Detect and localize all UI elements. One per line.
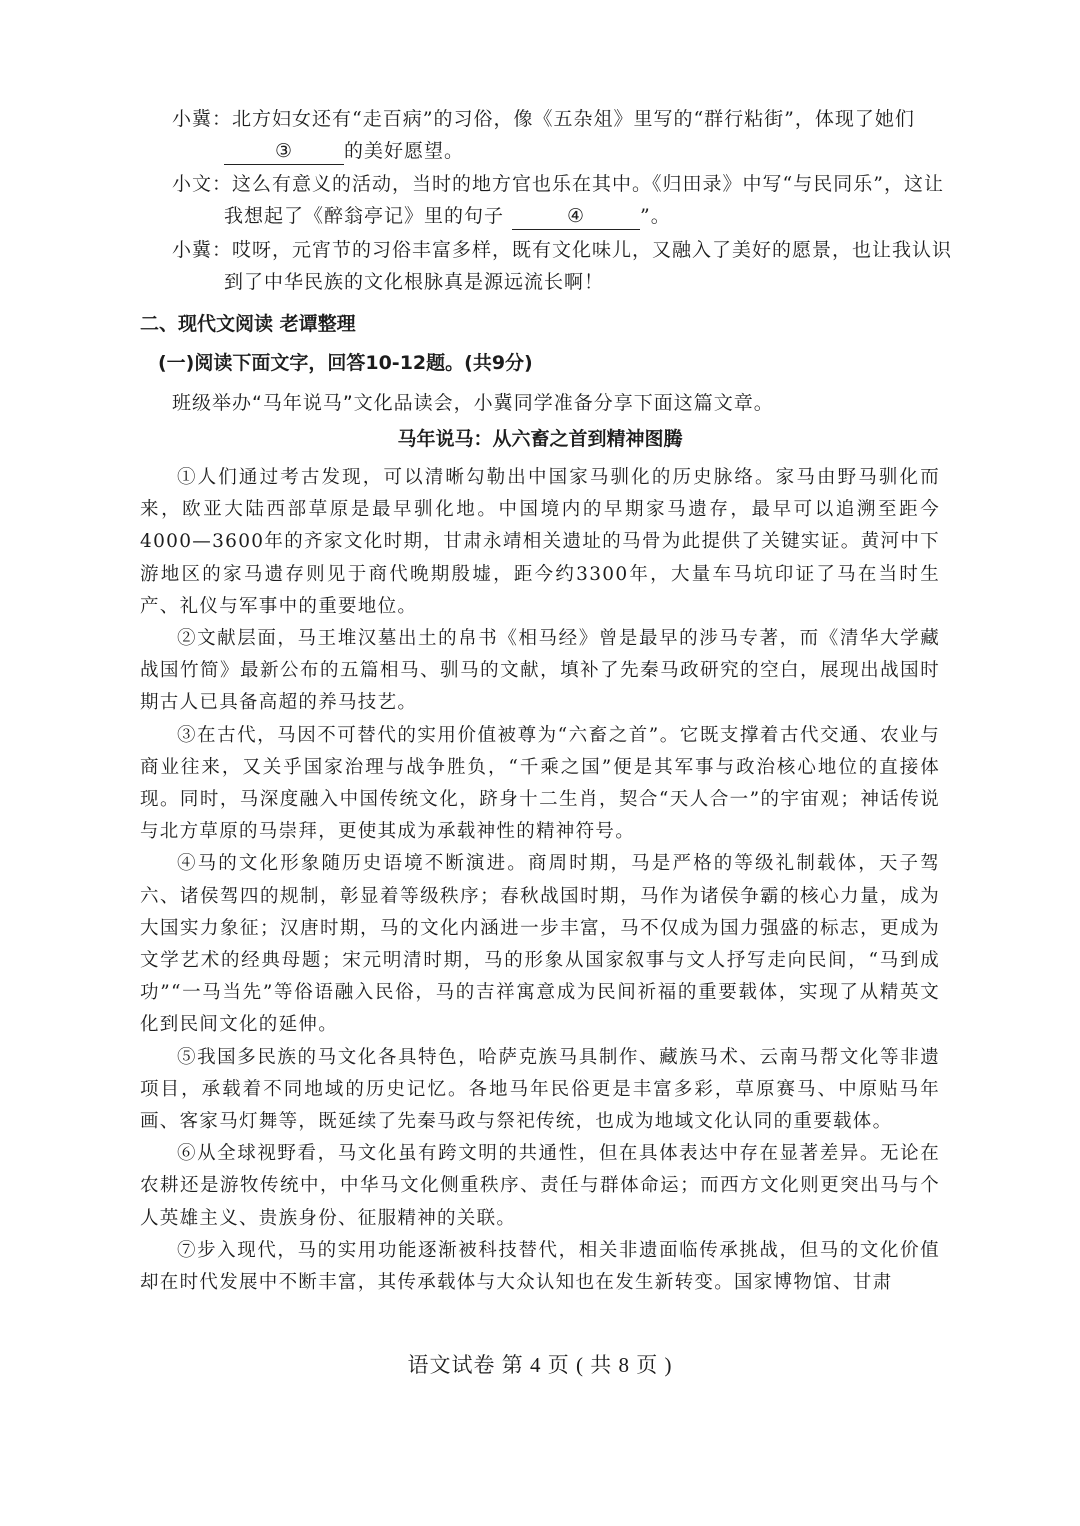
article-paragraph-1: ①人们通过考古发现，可以清晰勾勒出中国家马驯化的历史脉络。家马由野马驯化而来，欧亚大陆西部草原是最早驯化地。中国境内的早期家马遗存，最早可以追溯至距今4000—3600年的齐家文化时期，甘肃永靖相关遗址的马骨为此提供了关键实证。黄河中下游地区的家马遗存则见于商代晚期殷墟，距今约3300年，大量车马坑印证了马在当时生产、礼仪与军事中的重要地位。 [140,467,940,617]
article-paragraph-2: ②文献层面，马王堆汉墓出土的帛书《相马经》曾是最早的涉马专著，而《清华大学藏战国竹简》最新公布的五篇相马、驯马的文献，填补了先秦马政研究的空白，展现出战国时期古人已具备高超的养马技艺。 [140,628,940,714]
dialogue-text: ”。 [640,205,671,227]
dialogue-text: 这么有意义的活动，当时的地方官也乐在其中。《归田录》中写“与民同乐”，这让 [232,173,944,195]
article-paragraph-3: ③在古代，马因不可替代的实用价值被尊为“六畜之首”。它既支撑着古代交通、农业与商业往来，又关乎国家治理与战争胜负，“千乘之国”便是其军事与政治核心地位的直接体现。同时，马深度融入中国传统文化，跻身十二生肖，契合“天人合一”的宇宙观；神话传说与北方草原的马崇拜，更使其成为承载神性的精神符号。 [140,724,940,843]
reading-intro: 班级举办“马年说马”文化品读会，小冀同学准备分享下面这篇文章。 [172,392,774,414]
article-body [140,462,940,1299]
article-paragraph-7: ⑦步入现代，马的实用功能逐渐被科技替代，相关非遗面临传承挑战，但马的文化价值却在时代发展中不断丰富，其传承载体与大众认知也在发生新转变。国家博物馆、甘肃 [140,1239,940,1294]
page-footer: 语文试卷 第 4 页 ( 共 8 页 ) [407,1353,673,1377]
article-paragraph-5: ⑤我国多民族的马文化各具特色，哈萨克族马具制作、藏族马术、云南马帮文化等非遗项目，承载着不同地域的历史记忆。各地马年民俗更是丰富多彩，草原赛马、中原贴马年画、客家马灯舞等，既延续了先秦马政与祭祀传统，也成为地域文化认同的重要载体。 [140,1046,940,1133]
dialogue-text: 哎呀，元宵节的习俗丰富多样，既有文化味儿，又融入了美好的愿景，也让我认识 [232,239,953,261]
question-instruction: (一)阅读下面文字，回答10-12题。(共9分) [158,352,533,374]
article-paragraph-6: ⑥从全球视野看，马文化虽有跨文明的共通性，但在具体表达中存在显著差异。无论在农耕还是游牧传统中，中华马文化侧重秩序、责任与群体命运；而西方文化则更突出马与个人英雄主义、贵族身份、征服精神的关联。 [140,1143,940,1229]
dialogue-line-3 [172,234,972,298]
dialogue-text: 我想起了《醉翁亭记》里的句子 [224,205,505,227]
dialogue-line-2 [172,168,972,232]
dialogue-line-1 [172,103,972,167]
answer-blank-4: ④ [512,203,640,230]
dialogue-speaker: 小冀： [172,108,233,130]
section-title: 二、现代文阅读 老谭整理 [140,313,356,335]
answer-blank-3: ③ [224,138,344,165]
dialogue-speaker: 小文： [172,173,233,195]
dialogue-text: 的美好愿望。 [344,140,465,162]
dialogue-text: 到了中华民族的文化根脉真是源远流长啊！ [224,271,605,293]
article-title: 马年说马：从六畜之首到精神图腾 [397,428,683,450]
dialogue-text: 北方妇女还有“走百病”的习俗，像《五杂俎》里写的“群行粘街”，体现了她们 [232,108,915,130]
article-paragraph-4: ④马的文化形象随历史语境不断演进。商周时期，马是严格的等级礼制载体，天子驾六、诸侯驾四的规制，彰显着等级秩序；春秋战国时期，马作为诸侯争霸的核心力量，成为大国实力象征；汉唐时期，马的文化内涵进一步丰富，马不仅成为国力强盛的标志，更成为文学艺术的经典母题；宋元明清时期，马的形象从国家叙事与文人抒写走向民间，“马到成功”“一马当先”等俗语融入民俗，马的吉祥寓意成为民间祈福的重要载体，实现了从精英文化到民间文化的延伸。 [140,853,940,1036]
dialogue-speaker: 小冀： [172,239,233,261]
